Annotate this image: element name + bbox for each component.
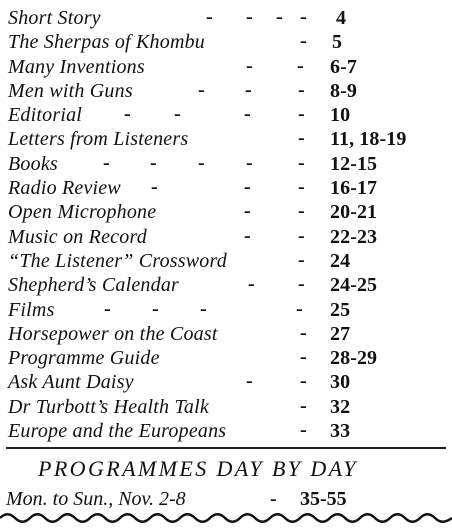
leader-dash: - <box>298 103 305 126</box>
contents-row <box>8 346 448 370</box>
contents-title: Men with Guns <box>8 79 133 102</box>
leader-dash: - <box>246 370 253 393</box>
leader-dash: - <box>244 103 251 126</box>
contents-row <box>8 79 448 103</box>
contents-title: Many Inventions <box>8 55 145 78</box>
programmes-page-range: 35-55 <box>300 488 347 510</box>
contents-title: Ask Aunt Daisy <box>8 371 134 394</box>
section-divider <box>6 447 446 449</box>
leader-dash: - <box>200 297 207 320</box>
leader-dash: - <box>300 30 307 53</box>
leader-dash: - <box>270 488 277 510</box>
leader-dash: - <box>298 200 305 223</box>
leader-dash: - <box>298 78 305 101</box>
contents-page-number: 6-7 <box>330 55 357 78</box>
contents-page-number: 32 <box>330 395 351 418</box>
contents-title: The Sherpas of Khombu <box>8 31 205 54</box>
leader-dash: - <box>298 151 305 174</box>
leader-dash: - <box>245 78 252 101</box>
contents-row <box>8 55 448 79</box>
contents-row <box>8 225 448 249</box>
contents-page-number: 12-15 <box>330 152 378 175</box>
contents-page-number: 30 <box>330 371 351 394</box>
leader-dash: - <box>300 6 307 28</box>
leader-dash: - <box>198 151 205 174</box>
leader-dash: - <box>244 224 251 247</box>
leader-dash: - <box>151 176 158 199</box>
contents-page-number: 11, 18-19 <box>330 128 407 151</box>
contents-title: Open Microphone <box>8 201 157 224</box>
contents-row <box>8 152 448 176</box>
leader-dash: - <box>248 273 255 296</box>
contents-row <box>8 249 448 273</box>
contents-page-number: 25 <box>330 298 351 321</box>
contents-page-number: 16-17 <box>330 177 378 200</box>
leader-dash: - <box>103 151 110 174</box>
decorative-wave-rule <box>0 512 452 524</box>
contents-row <box>8 176 448 200</box>
contents-page-number: 4 <box>336 7 347 29</box>
leader-dash: - <box>298 224 305 247</box>
contents-page-number: 10 <box>330 104 351 127</box>
contents-row <box>8 370 448 394</box>
contents-title: Short Story <box>8 7 101 29</box>
leader-dash: - <box>300 321 307 344</box>
leader-dash: - <box>300 370 307 393</box>
contents-row <box>8 6 448 30</box>
contents-title: Music on Record <box>8 225 147 248</box>
contents-row <box>8 273 448 297</box>
contents-title: Horsepower on the Coast <box>8 322 218 345</box>
leader-dash: - <box>298 248 305 271</box>
contents-page-number: 22-23 <box>330 225 378 248</box>
leader-dash: - <box>244 200 251 223</box>
leader-dash: - <box>298 273 305 296</box>
leader-dash: - <box>300 346 307 369</box>
leader-dash: - <box>298 176 305 199</box>
contents-title: Dr Turbott’s Health Talk <box>8 395 209 418</box>
contents-title: Films <box>8 298 55 321</box>
contents-row <box>8 395 448 419</box>
contents-row <box>8 103 448 127</box>
leader-dash: - <box>276 6 283 28</box>
leader-dash: - <box>174 103 181 126</box>
contents-page-number: 5 <box>332 31 343 54</box>
contents-title: Shepherd’s Calendar <box>8 274 180 297</box>
leader-dash: - <box>297 54 304 77</box>
leader-dash: - <box>244 176 251 199</box>
contents-row <box>8 322 448 346</box>
contents-title: Programme Guide <box>8 347 160 370</box>
leader-dash: - <box>246 151 253 174</box>
leader-dash: - <box>296 297 303 320</box>
contents-title: Books <box>8 152 58 175</box>
contents-row <box>8 419 448 443</box>
contents-page-number: 28-29 <box>330 347 378 370</box>
leader-dash: - <box>300 419 307 442</box>
contents-page-number: 27 <box>330 322 351 345</box>
contents-title: Radio Review <box>8 177 121 200</box>
leader-dash: - <box>246 54 253 77</box>
contents-page-number: 20-21 <box>330 201 378 224</box>
contents-row <box>8 30 448 54</box>
leader-dash: - <box>152 297 159 320</box>
leader-dash: - <box>300 394 307 417</box>
programmes-dates: Mon. to Sun., Nov. 2-8 <box>6 488 186 510</box>
contents-title: “The Listener” Crossword <box>8 249 227 272</box>
leader-dash: - <box>104 297 111 320</box>
contents-page-number: 24-25 <box>330 274 378 297</box>
contents-page-number: 33 <box>330 420 351 443</box>
contents-page-number: 8-9 <box>330 79 357 102</box>
contents-title: Editorial <box>8 104 83 127</box>
leader-dash: - <box>124 103 131 126</box>
contents-row <box>8 298 448 322</box>
leader-dash: - <box>246 6 253 28</box>
leader-dash: - <box>206 6 213 28</box>
contents-row <box>8 127 448 151</box>
leader-dash: - <box>298 127 305 150</box>
contents-title: Letters from Listeners <box>8 128 189 151</box>
contents-list <box>8 6 448 443</box>
contents-row <box>8 200 448 224</box>
leader-dash: - <box>150 151 157 174</box>
programmes-heading: PROGRAMMES DAY BY DAY <box>38 456 358 481</box>
contents-page-number: 24 <box>330 249 351 272</box>
leader-dash: - <box>198 78 205 101</box>
programmes-row <box>6 487 446 511</box>
contents-title: Europe and the Europeans <box>8 420 227 443</box>
